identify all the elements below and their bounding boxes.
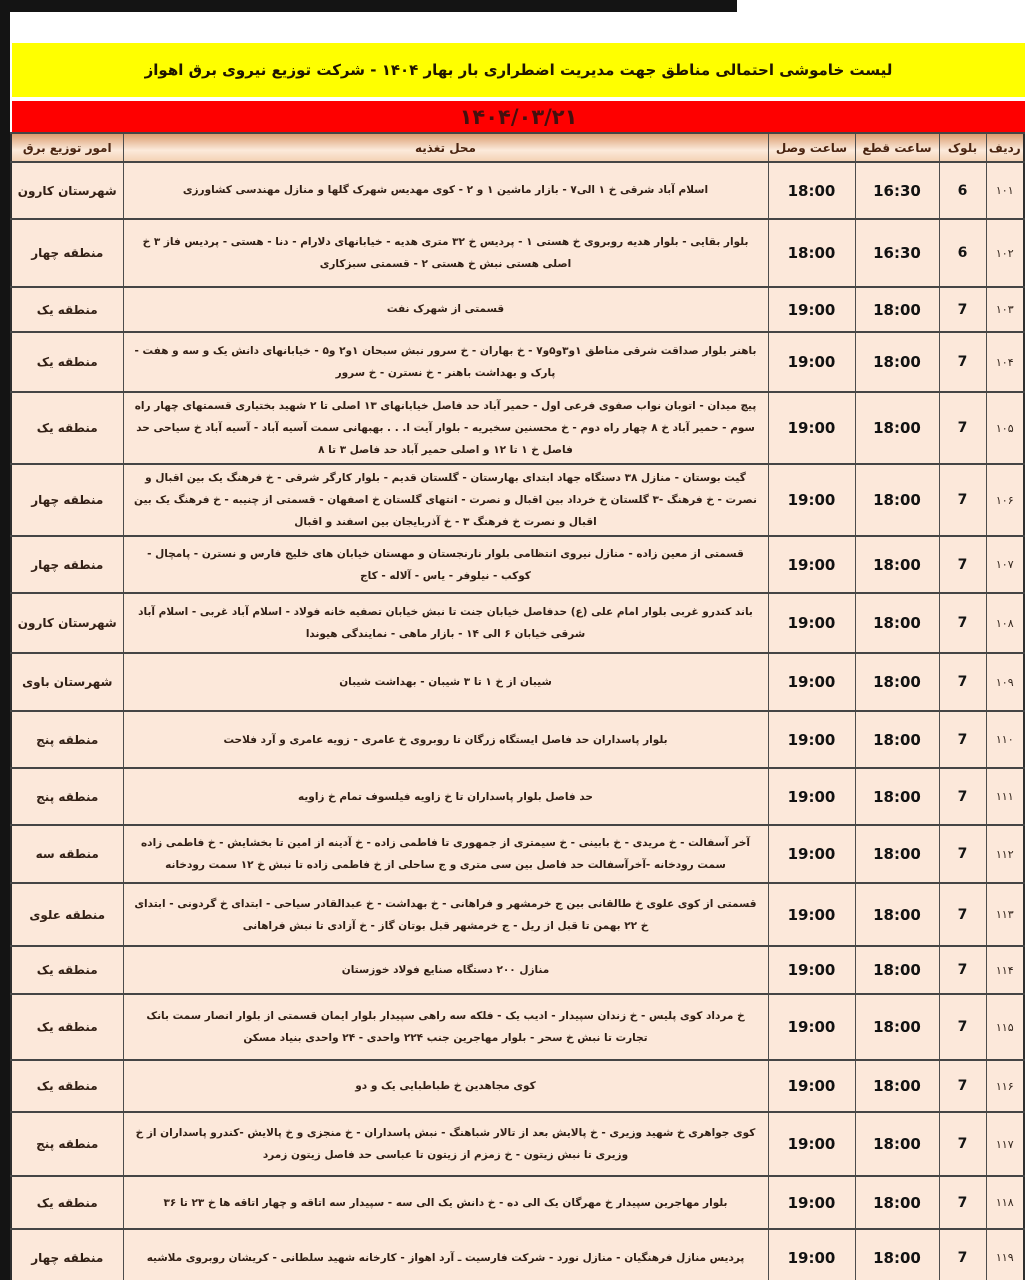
cell-block: 7 (939, 464, 986, 536)
cell-row-number: ۱۱۵ (986, 994, 1024, 1060)
cell-cut-time: 18:00 (855, 287, 939, 332)
cell-row-number: ۱۱۲ (986, 825, 1024, 883)
table-row (11, 994, 1024, 1060)
cell-reconnect-time: 19:00 (768, 946, 855, 994)
cell-cut-time: 18:00 (855, 883, 939, 946)
cell-block: 7 (939, 653, 986, 711)
table-row (11, 1060, 1024, 1112)
cell-location: کوی جواهری خ شهید وزیری - خ پالایش بعد از تالار شباهنگ - نبش پاسداران - خ منجزی و خ پالایش -کندرو پاسداران از خ وزیری تا نبش زیتون - خ زمزم از زیتون تا عباسی حد فاصل زیتون زمرد (123, 1112, 768, 1176)
cell-location: خ مرداد کوی پلیس - خ زندان سپیدار - ادیب یک - فلکه سه راهی سپیدار بلوار ایمان قسمتی از بلوار انصار سمت بانک تجارت تا نبش خ سحر - بلوار مهاجرین جنب ۲۲۴ واحدی - ۲۴ واحدی بنیاد مسکن (123, 994, 768, 1060)
cell-location: پیچ میدان - اتوبان نواب صفوی فرعی اول - حمیر آباد حد فاصل خیابانهای ۱۳ اصلی تا ۲ شهید بختیاری قسمتهای چهار راه سوم - حمیر آباد خ ۸ چهار راه دوم - خ محسنین سخیریه - بلوار آیت ا. . . بهبهانی سمت آسیه آباد - آسیه آباد خ سیاحی حد فاصل خ ۱ تا ۱۲ و اصلی حمیر آباد حد فاصل ۳ تا ۸ (123, 392, 768, 464)
cell-distribution-office: منطقه یک (11, 392, 123, 464)
cell-block: 7 (939, 994, 986, 1060)
cell-reconnect-time: 19:00 (768, 392, 855, 464)
cell-cut-time: 18:00 (855, 711, 939, 768)
cell-row-number: ۱۱۰ (986, 711, 1024, 768)
table-row (11, 287, 1024, 332)
cell-block: 6 (939, 162, 986, 219)
cell-row-number: ۱۱۶ (986, 1060, 1024, 1112)
cell-cut-time: 18:00 (855, 1229, 939, 1280)
cell-row-number: ۱۰۳ (986, 287, 1024, 332)
cell-row-number: ۱۱۷ (986, 1112, 1024, 1176)
col-header-block: بلوک (939, 133, 986, 162)
cell-block: 7 (939, 825, 986, 883)
cell-reconnect-time: 19:00 (768, 825, 855, 883)
cell-reconnect-time: 19:00 (768, 883, 855, 946)
cell-row-number: ۱۱۱ (986, 768, 1024, 825)
cell-location: پردیس منازل فرهنگیان - منازل نورد - شرکت فارسیت ـ آرد اهواز - کارخانه شهید سلطانی - کریشان روبروی ملاشیه (123, 1229, 768, 1280)
cell-block: 7 (939, 946, 986, 994)
cell-distribution-office: منطقه یک (11, 1176, 123, 1229)
col-header-distribution-office: امور توزیع برق (11, 133, 123, 162)
cell-location: قسمتی از کوی علوی خ طالقانی بین ج خرمشهر و فراهانی - خ بهداشت - خ عبدالقادر سیاحی - ابتدای خ گردونی - ابتدای خ ۲۲ بهمن تا قبل از ریل - ج خرمشهر قبل بوتان گاز - خ آزادی تا نبش فراهانی (123, 883, 768, 946)
outage-schedule-table (10, 132, 1025, 1280)
cell-row-number: ۱۰۹ (986, 653, 1024, 711)
cell-reconnect-time: 19:00 (768, 287, 855, 332)
cell-cut-time: 18:00 (855, 768, 939, 825)
cell-location: شیبان از خ ۱ تا ۳ شیبان - بهداشت شیبان (123, 653, 768, 711)
table-row (11, 883, 1024, 946)
cell-reconnect-time: 19:00 (768, 536, 855, 593)
col-header-cut-time: ساعت قطع (855, 133, 939, 162)
table-row (11, 825, 1024, 883)
cell-row-number: ۱۱۳ (986, 883, 1024, 946)
cell-cut-time: 18:00 (855, 1060, 939, 1112)
cell-reconnect-time: 19:00 (768, 464, 855, 536)
cell-row-number: ۱۱۹ (986, 1229, 1024, 1280)
cell-cut-time: 18:00 (855, 392, 939, 464)
cell-distribution-office: شهرستان باوی (11, 653, 123, 711)
cell-reconnect-time: 18:00 (768, 162, 855, 219)
cell-distribution-office: منطقه یک (11, 994, 123, 1060)
cell-distribution-office: منطقه سه (11, 825, 123, 883)
table-row (11, 946, 1024, 994)
cell-location: کوی مجاهدین خ طباطبایی یک و دو (123, 1060, 768, 1112)
cell-block: 7 (939, 1060, 986, 1112)
cell-location: بلوار بقایی - بلوار هدیه روبروی خ هستی ۱ - پردیس خ ۳۲ متری هدیه - خیابانهای دلارام - دنا - هستی - پردیس فاز ۳ خ اصلی هستی نبش خ هستی ۲ - قسمتی سبزکاری (123, 219, 768, 287)
col-header-row-number: ردیف (986, 133, 1024, 162)
cell-distribution-office: منطقه پنج (11, 768, 123, 825)
table-row (11, 768, 1024, 825)
cell-block: 6 (939, 219, 986, 287)
page-title: لیست خاموشی احتمالی مناطق جهت مدیریت اضطراری بار بهار ۱۴۰۴ - شرکت توزیع نیروی برق اهواز (144, 61, 893, 79)
cell-reconnect-time: 19:00 (768, 1176, 855, 1229)
cell-distribution-office: شهرستان کارون (11, 593, 123, 653)
cell-reconnect-time: 19:00 (768, 332, 855, 392)
cell-location: قسمتی از شهرک نفت (123, 287, 768, 332)
cell-location: حد فاصل بلوار پاسداران تا خ زاویه فیلسوف تمام خ زاویه (123, 768, 768, 825)
cell-reconnect-time: 19:00 (768, 593, 855, 653)
cell-row-number: ۱۰۸ (986, 593, 1024, 653)
cell-reconnect-time: 18:00 (768, 219, 855, 287)
cell-distribution-office: منطقه چهار (11, 536, 123, 593)
table-row (11, 1176, 1024, 1229)
cell-location: باهنر بلوار صداقت شرقی مناطق ۱و۳و۵و۷ - خ بهاران - خ سرور نبش سبحان ۱و۲ و۵ - خیابانهای دانش یک و سه و هفت - پارک و بهداشت باهنر - خ نسترن - خ سرور (123, 332, 768, 392)
table-row (11, 464, 1024, 536)
cell-distribution-office: منطقه چهار (11, 1229, 123, 1280)
table-row (11, 1112, 1024, 1176)
cell-cut-time: 18:00 (855, 825, 939, 883)
cell-row-number: ۱۰۵ (986, 392, 1024, 464)
cell-row-number: ۱۰۱ (986, 162, 1024, 219)
top-black-bar (0, 0, 737, 12)
cell-cut-time: 16:30 (855, 162, 939, 219)
cell-distribution-office: منطقه پنج (11, 711, 123, 768)
table-row (11, 1229, 1024, 1280)
table-row (11, 653, 1024, 711)
cell-cut-time: 18:00 (855, 1176, 939, 1229)
cell-block: 7 (939, 593, 986, 653)
cell-location: آخر آسفالت - خ مریدی - خ بابینی - خ سیمتری از جمهوری تا فاطمی زاده - خ آدینه از امین تا بخشایش - خ فاطمی زاده سمت رودخانه -آخرآسفالت حد فاصل بین سی متری و ج ساحلی از خ فاطمی زاده تا نبش خ ۱۲ سمت رودخانه (123, 825, 768, 883)
cell-distribution-office: شهرستان کارون (11, 162, 123, 219)
date-text: ۱۴۰۴/۰۳/۲۱ (459, 104, 578, 129)
cell-row-number: ۱۰۷ (986, 536, 1024, 593)
cell-distribution-office: منطقه یک (11, 1060, 123, 1112)
cell-distribution-office: منطقه علوی (11, 883, 123, 946)
table-row (11, 219, 1024, 287)
table-body (11, 162, 1024, 1280)
cell-reconnect-time: 19:00 (768, 994, 855, 1060)
cell-distribution-office: منطقه چهار (11, 464, 123, 536)
cell-cut-time: 18:00 (855, 593, 939, 653)
table-row (11, 162, 1024, 219)
cell-block: 7 (939, 392, 986, 464)
cell-distribution-office: منطقه یک (11, 946, 123, 994)
cell-distribution-office: منطقه یک (11, 332, 123, 392)
cell-block: 7 (939, 1229, 986, 1280)
date-band (12, 101, 1025, 132)
cell-cut-time: 18:00 (855, 653, 939, 711)
cell-block: 7 (939, 1176, 986, 1229)
cell-block: 7 (939, 1112, 986, 1176)
cell-block: 7 (939, 768, 986, 825)
cell-cut-time: 16:30 (855, 219, 939, 287)
table-header-row (11, 133, 1024, 162)
cell-cut-time: 18:00 (855, 994, 939, 1060)
document-content (12, 43, 1025, 1280)
cell-location: بلوار پاسداران حد فاصل ایستگاه زرگان تا روبروی خ عامری - زویه عامری و آرد فلاحت (123, 711, 768, 768)
cell-reconnect-time: 19:00 (768, 768, 855, 825)
cell-reconnect-time: 19:00 (768, 1112, 855, 1176)
cell-reconnect-time: 19:00 (768, 653, 855, 711)
cell-block: 7 (939, 883, 986, 946)
cell-reconnect-time: 19:00 (768, 711, 855, 768)
cell-cut-time: 18:00 (855, 332, 939, 392)
cell-location: قسمتی از معین زاده - منازل نیروی انتظامی بلوار نارنجستان و مهستان خیابان های خلیج فارس و نسترن - پامچال - کوکب - نیلوفر - یاس - آلاله - کاج (123, 536, 768, 593)
cell-reconnect-time: 19:00 (768, 1060, 855, 1112)
table-row (11, 392, 1024, 464)
cell-distribution-office: منطقه پنج (11, 1112, 123, 1176)
cell-cut-time: 18:00 (855, 1112, 939, 1176)
table-row (11, 711, 1024, 768)
cell-distribution-office: منطقه چهار (11, 219, 123, 287)
table-row (11, 332, 1024, 392)
table-row (11, 593, 1024, 653)
table-row (11, 536, 1024, 593)
cell-block: 7 (939, 287, 986, 332)
cell-block: 7 (939, 711, 986, 768)
col-header-location: محل تغذیه (123, 133, 768, 162)
col-header-reconnect-time: ساعت وصل (768, 133, 855, 162)
cell-block: 7 (939, 332, 986, 392)
cell-cut-time: 18:00 (855, 464, 939, 536)
cell-reconnect-time: 19:00 (768, 1229, 855, 1280)
cell-row-number: ۱۰۲ (986, 219, 1024, 287)
cell-row-number: ۱۰۴ (986, 332, 1024, 392)
title-band (12, 43, 1025, 97)
cell-row-number: ۱۰۶ (986, 464, 1024, 536)
cell-row-number: ۱۱۸ (986, 1176, 1024, 1229)
left-black-bar (0, 0, 10, 1280)
cell-cut-time: 18:00 (855, 536, 939, 593)
cell-location: منازل ۲۰۰ دستگاه صنایع فولاد خوزستان (123, 946, 768, 994)
cell-block: 7 (939, 536, 986, 593)
cell-distribution-office: منطقه یک (11, 287, 123, 332)
cell-cut-time: 18:00 (855, 946, 939, 994)
cell-location: اسلام آباد شرقی خ ۱ الی۷ - بازار ماشین ۱ و ۲ - کوی مهدیس شهرک گلها و منازل مهندسی کشاورزی (123, 162, 768, 219)
cell-location: باند کندرو غربی بلوار امام علی (ع) حدفاصل خیابان جنت تا نبش خیابان تصفیه خانه فولاد - اسلام آباد غربی - اسلام آباد شرقی خیابان ۶ الی ۱۴ - بازار ماهی - نمایندگی هیوندا (123, 593, 768, 653)
cell-location: گیت بوستان - منازل ۳۸ دستگاه جهاد ابتدای بهارستان - گلستان قدیم - بلوار کارگر شرقی - خ فرهنگ یک بین اقبال و نصرت - خ فرهنگ -۳ گلستان خ خرداد بین اقبال و نصرت - انتهای گلستان خ اصفهان - قسمتی از چنیبه - خ فرهنگ یک بین اقبال و نصرت خ فرهنگ ۳ - خ آذربایجان بین اسفند و اقبال (123, 464, 768, 536)
cell-row-number: ۱۱۴ (986, 946, 1024, 994)
cell-location: بلوار مهاجرین سپیدار خ مهرگان یک الی ده - خ دانش یک الی سه - سپیدار سه اتاقه و چهار اتاقه ها خ ۲۳ تا ۳۶ (123, 1176, 768, 1229)
